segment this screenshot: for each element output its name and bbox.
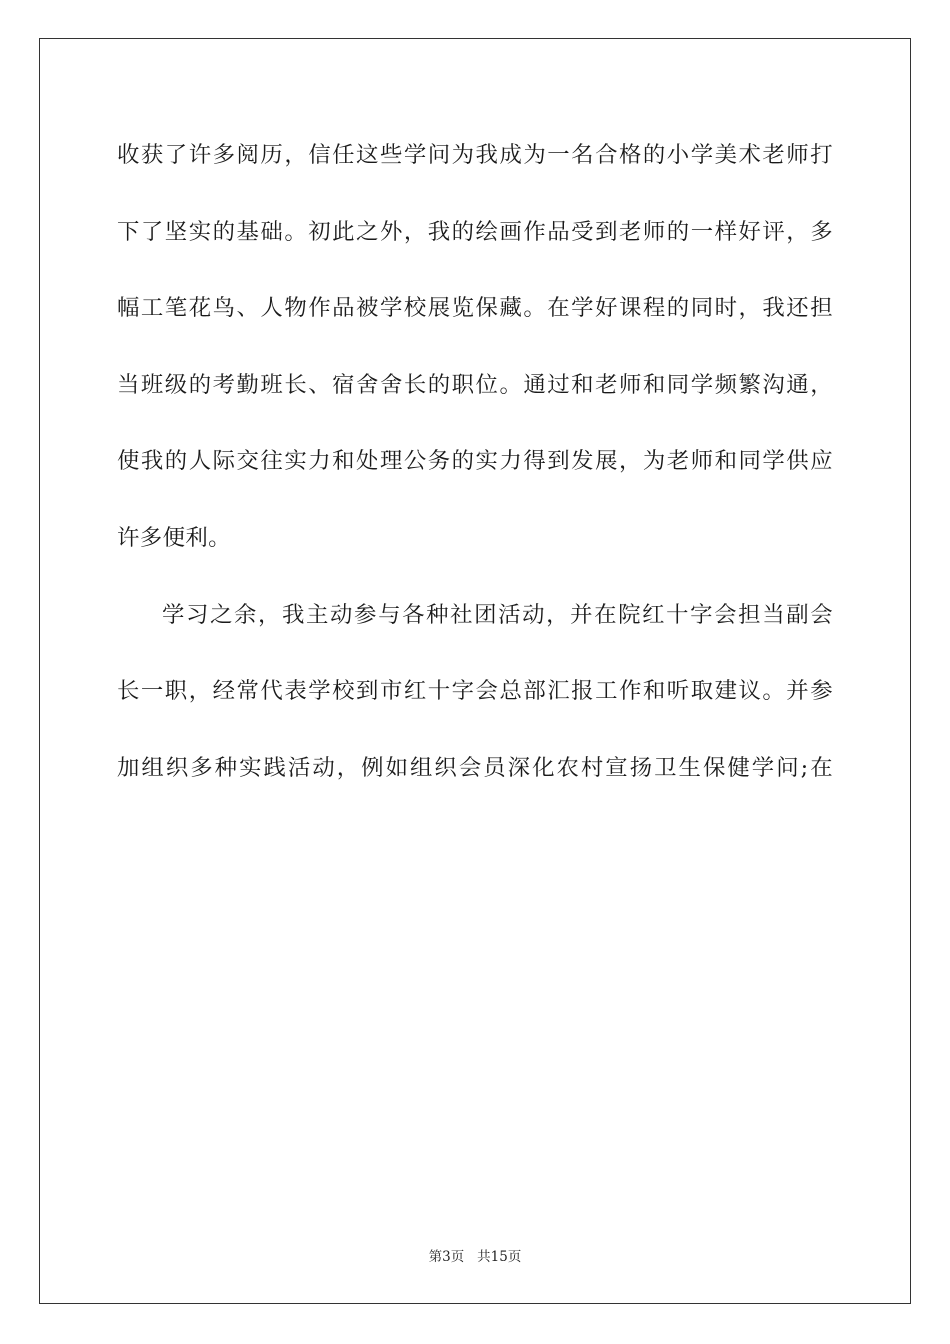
document-body <box>117 120 833 809</box>
text-line: 下了坚实的基础。初此之外，我的绘画作品受到老师的一样好评，多 <box>117 218 833 245</box>
text-line: 使我的人际交往实力和处理公务的实力得到发展，为老师和同学供应 <box>117 448 833 475</box>
page-number: 第3页 <box>428 1249 465 1265</box>
page-total: 共15页 <box>477 1249 522 1265</box>
page-footer <box>0 1245 950 1265</box>
text-line: 加组织多种实践活动，例如组织会员深化农村宣扬卫生保健学问;在 <box>117 754 833 781</box>
text-line: 收获了许多阅历，信任这些学问为我成为一名合格的小学美术老师打 <box>117 142 833 168</box>
text-line: 许多便利。 <box>117 524 231 551</box>
text-line: 长一职，经常代表学校到市红十字会总部汇报工作和听取建议。并参 <box>117 678 833 705</box>
text-line: 当班级的考勤班长、宿舍舍长的职位。通过和老师和同学频繁沟通， <box>117 371 833 398</box>
text-line: 幅工笔花鸟、人物作品被学校展览保藏。在学好课程的同时，我还担 <box>117 295 833 322</box>
paragraph-start-line: 学习之余，我主动参与各种社团活动，并在院红十字会担当副会 <box>162 601 833 628</box>
